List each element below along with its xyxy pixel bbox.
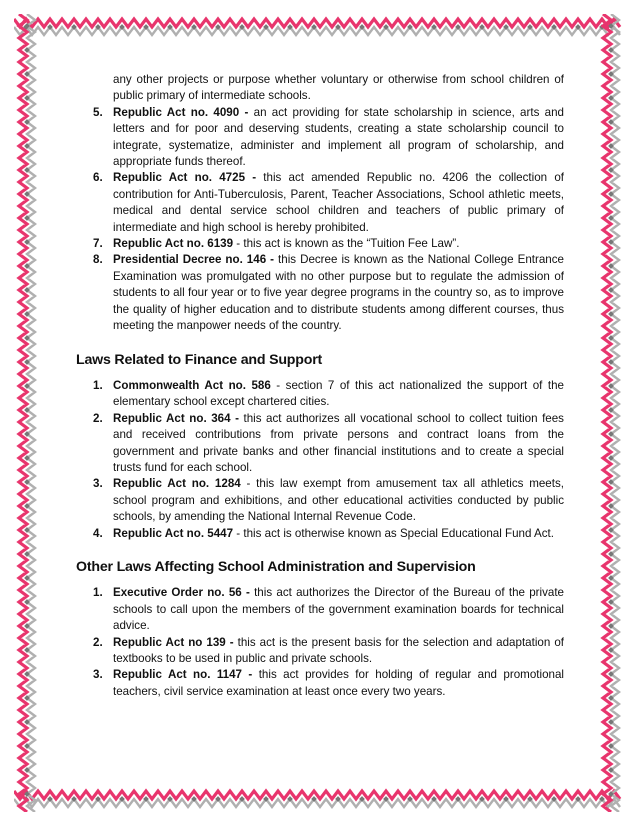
item-number: 6.: [93, 171, 103, 185]
act-title: Republic Act no. 6139: [113, 237, 234, 251]
list-item: [76, 411, 564, 477]
item-number: 4.: [93, 526, 103, 540]
act-description: this act provides for holding of regular and promotional teachers, civil service examination at least once every two years.: [113, 668, 565, 698]
section-heading-finance: Laws Related to Finance and Support: [76, 351, 323, 368]
item-number: 5.: [93, 105, 103, 119]
item-number: 3.: [93, 477, 103, 491]
act-description: an act providing for state scholarship in science, arts and letters and for poor and deserving students, creating a state scholarship council to integrate, systematize, administer and implement all program of scholarship, and appropriate funds thereof.: [113, 105, 564, 169]
decorative-border-bottom: [14, 786, 624, 812]
act-description: this act is the present basis for the selection and adaptation of textbooks to be used in public and private schools.: [113, 635, 564, 665]
act-title: Republic Act no. 364 -: [113, 411, 239, 425]
item-number: 1.: [93, 378, 103, 392]
item-number: 3.: [93, 668, 103, 682]
act-title: Republic Act no 139 -: [113, 635, 234, 649]
act-description: - section 7 of this act nationalized the support of the elementary school except chartered cities.: [113, 378, 564, 409]
act-title: Republic Act no. 1147 -: [113, 668, 253, 682]
list-item: [76, 526, 564, 542]
act-title: Commonwealth Act no. 586: [113, 378, 271, 392]
act-description: this act authorizes all vocational school to collect tuition fees and received contributions from private persons and contract loans from the government and private banks and other financial institutions and to create a special trusts fund for each school.: [113, 411, 564, 474]
act-title: Presidential Decree no. 146 -: [113, 253, 275, 267]
act-description: this Decree is known as the National College Entrance Examination was promulgated with no other purpose but to regulate the admission of students to all four year or to five year degree programs in the country so, as to improve the quality of higher education and to distribute students among different courses, thus meeting the manpower needs of the country.: [113, 253, 564, 333]
item-number: 2.: [93, 411, 103, 425]
list-item: [76, 170, 564, 236]
act-description: this act authorizes the Director of the Bureau of the private schools to call upon the members of the government examination boards for technical advice.: [113, 586, 565, 633]
finance-list: [76, 378, 564, 542]
act-description: this act amended Republic no. 4206 the collection of contribution for Anti-Tuberculosis, Parent, Teacher Associations, School athletic meets, medical and dental service school children and teachers of public primary of intermediate and high school is hereby prohibited.: [113, 171, 564, 234]
decorative-border-left: [14, 14, 40, 812]
act-title: Republic Act no. 4725 -: [113, 171, 257, 185]
list-item: [76, 476, 564, 525]
intro-list: [76, 105, 564, 335]
continuation-paragraph: any other projects or purpose whether voluntary or otherwise from school children of public primary of intermediate schools.: [113, 73, 564, 103]
act-title: Republic Act no. 5447: [113, 526, 234, 540]
list-item: [76, 635, 564, 668]
act-title: Republic Act no. 4090 -: [113, 105, 249, 119]
list-item: [76, 236, 564, 252]
list-item: [76, 585, 564, 634]
list-item: [76, 252, 564, 334]
administration-list: [76, 585, 564, 700]
list-item: [76, 105, 564, 171]
act-description: - this law exempt from amusement tax all athletics meets, school program and exhibitions, and other educational activities conducted by public schools, by amending the National Internal Revenue Code.: [113, 477, 564, 524]
item-number: 7.: [93, 237, 103, 251]
decorative-border-top: [14, 14, 624, 40]
act-description: - this act is known as the “Tuition Fee Law”.: [233, 237, 460, 251]
decorative-border-right: [598, 14, 624, 812]
act-title: Executive Order no. 56 -: [113, 586, 250, 600]
document-body: [76, 72, 564, 700]
item-number: 2.: [93, 635, 103, 649]
list-item: [76, 667, 564, 700]
item-number: 8.: [93, 253, 103, 267]
item-number: 1.: [93, 586, 103, 600]
act-description: - this act is otherwise known as Special Educational Fund Act.: [233, 526, 554, 540]
list-item: [76, 378, 564, 411]
act-title: Republic Act no. 1284: [113, 477, 241, 491]
section-heading-administration: Other Laws Affecting School Administration and Supervision: [76, 558, 476, 575]
